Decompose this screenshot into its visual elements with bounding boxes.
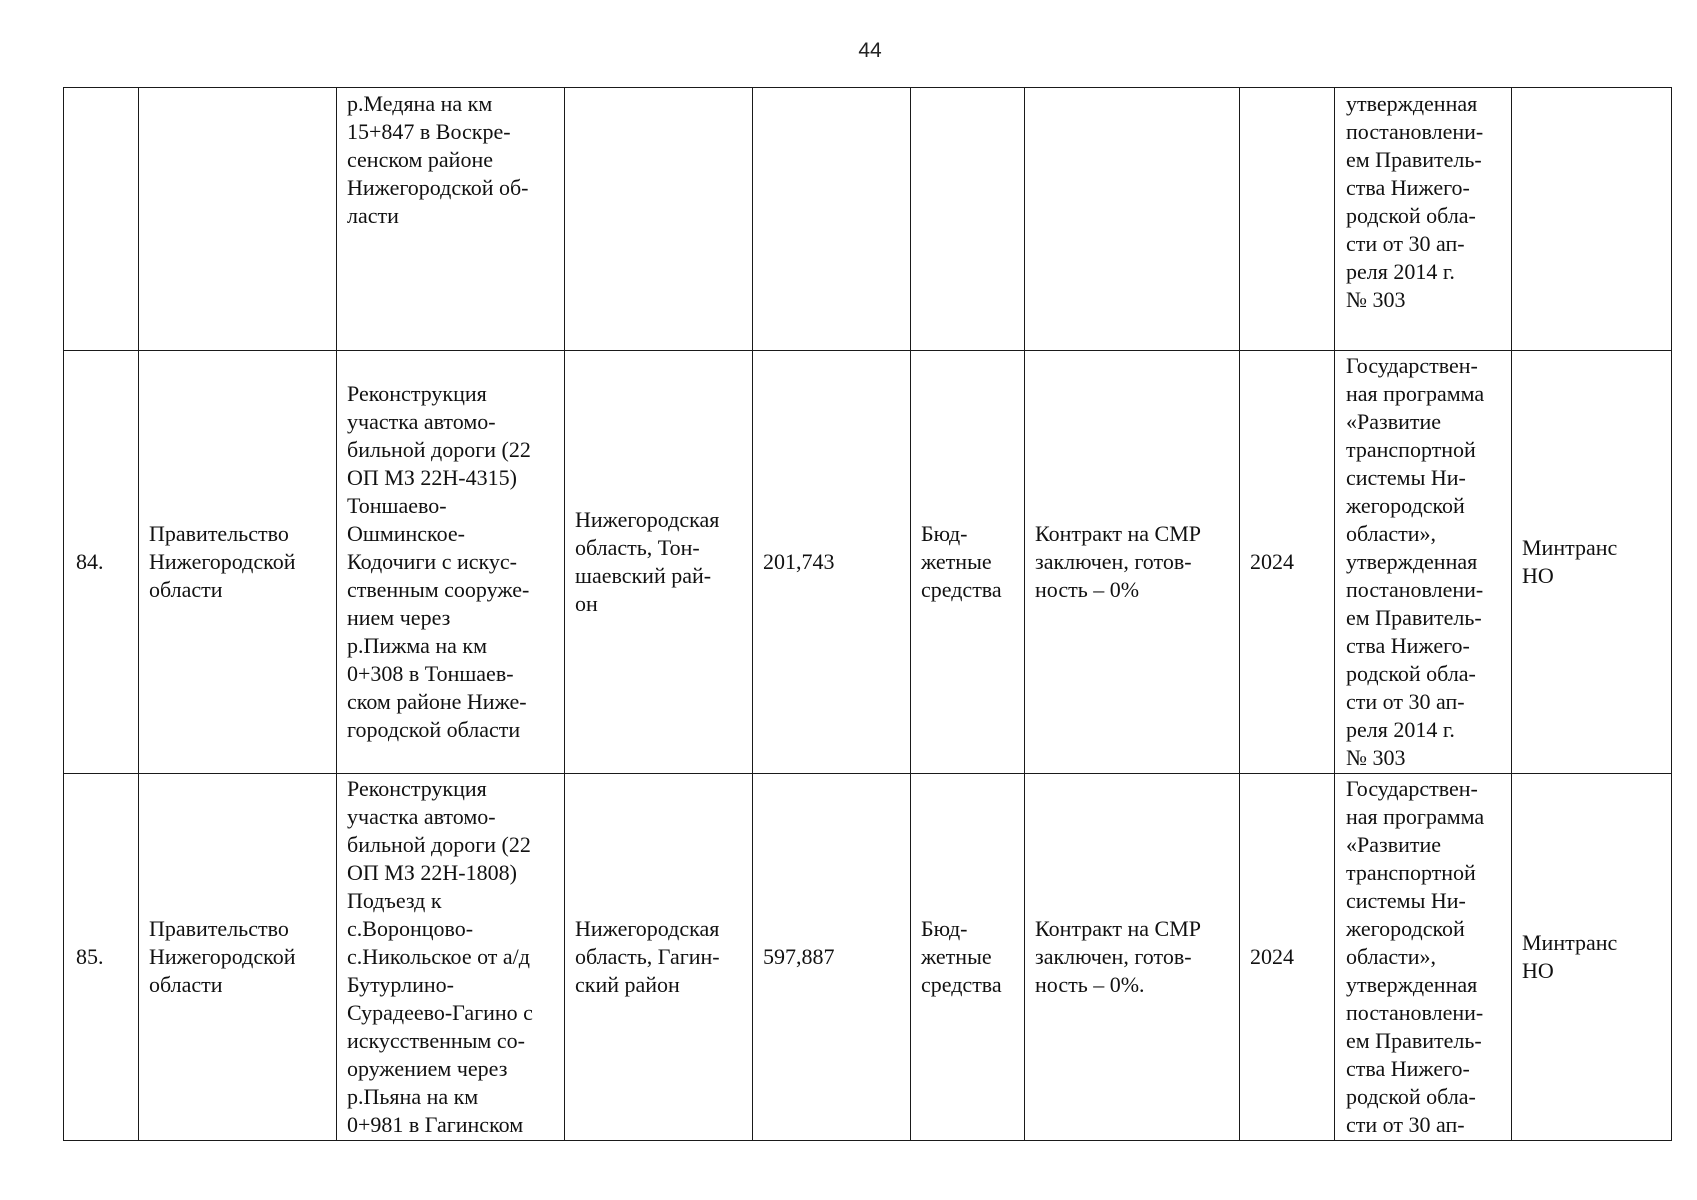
program-cell: утвержденная постановлени- ем Правитель- ства Нижего- родской обла- сти от 30 ап- реля 2014 г. № 303	[1335, 88, 1512, 351]
program-cell: Государствен- ная программа «Развитие транспортной системы Ни- жегородской области», утвержденная постановлени- ем Правитель- ства Нижего- родской обла- сти от 30 ап-	[1335, 774, 1512, 1141]
status-cell: Контракт на СМР заключен, готов- ность – 0%.	[1025, 774, 1240, 1141]
row-number-cell: 84.	[64, 351, 139, 774]
location-cell: Нижегородская область, Тон- шаевский рай- он	[565, 351, 753, 774]
object-cell: Реконструкция участка автомо- бильной дороги (22 ОП МЗ 22Н-1808) Подъезд к с.Воронцово- с.Никольское от а/д Бутурлино- Сурадеево-Гагино с искусственным со- оружением через р.Пьяна на км 0+981 в Гагинском	[337, 774, 565, 1141]
executor-cell	[1512, 88, 1672, 351]
page-number: 44	[858, 39, 882, 62]
year-cell	[1240, 88, 1335, 351]
customer-cell: Правительство Нижегородской области	[139, 774, 337, 1141]
status-cell: Контракт на СМР заключен, готов- ность – 0%	[1025, 351, 1240, 774]
location-cell: Нижегородская область, Гагин- ский район	[565, 774, 753, 1141]
location-cell	[565, 88, 753, 351]
year-cell: 2024	[1240, 351, 1335, 774]
executor-cell: Минтранс НО	[1512, 774, 1672, 1141]
row-number-cell	[64, 88, 139, 351]
status-cell	[1025, 88, 1240, 351]
year-cell: 2024	[1240, 774, 1335, 1141]
table-row	[64, 774, 1672, 1141]
object-cell: Реконструкция участка автомо- бильной дороги (22 ОП МЗ 22Н-4315) Тоншаево- Ошминское- Кодочиги с искус- ственным сооруже- нием через р.Пижма на км 0+308 в Тоншаев- ском районе Ниже- городской области	[337, 351, 565, 774]
funding-source-cell	[911, 88, 1025, 351]
projects-table	[63, 87, 1672, 1141]
executor-cell: Минтранс НО	[1512, 351, 1672, 774]
customer-cell: Правительство Нижегородской области	[139, 351, 337, 774]
funding-source-cell: Бюд- жетные средства	[911, 351, 1025, 774]
cost-cell	[753, 88, 911, 351]
object-cell: р.Медяна на км 15+847 в Воскре- сенском районе Нижегородской об- ласти	[337, 88, 565, 351]
table-row	[64, 88, 1672, 351]
cost-cell: 597,887	[753, 774, 911, 1141]
cost-cell: 201,743	[753, 351, 911, 774]
program-cell: Государствен- ная программа «Развитие транспортной системы Ни- жегородской области», утвержденная постановлени- ем Правитель- ства Нижего- родской обла- сти от 30 ап- реля 2014 г. № 303	[1335, 351, 1512, 774]
row-number-cell: 85.	[64, 774, 139, 1141]
customer-cell	[139, 88, 337, 351]
table-row	[64, 351, 1672, 774]
funding-source-cell: Бюд- жетные средства	[911, 774, 1025, 1141]
